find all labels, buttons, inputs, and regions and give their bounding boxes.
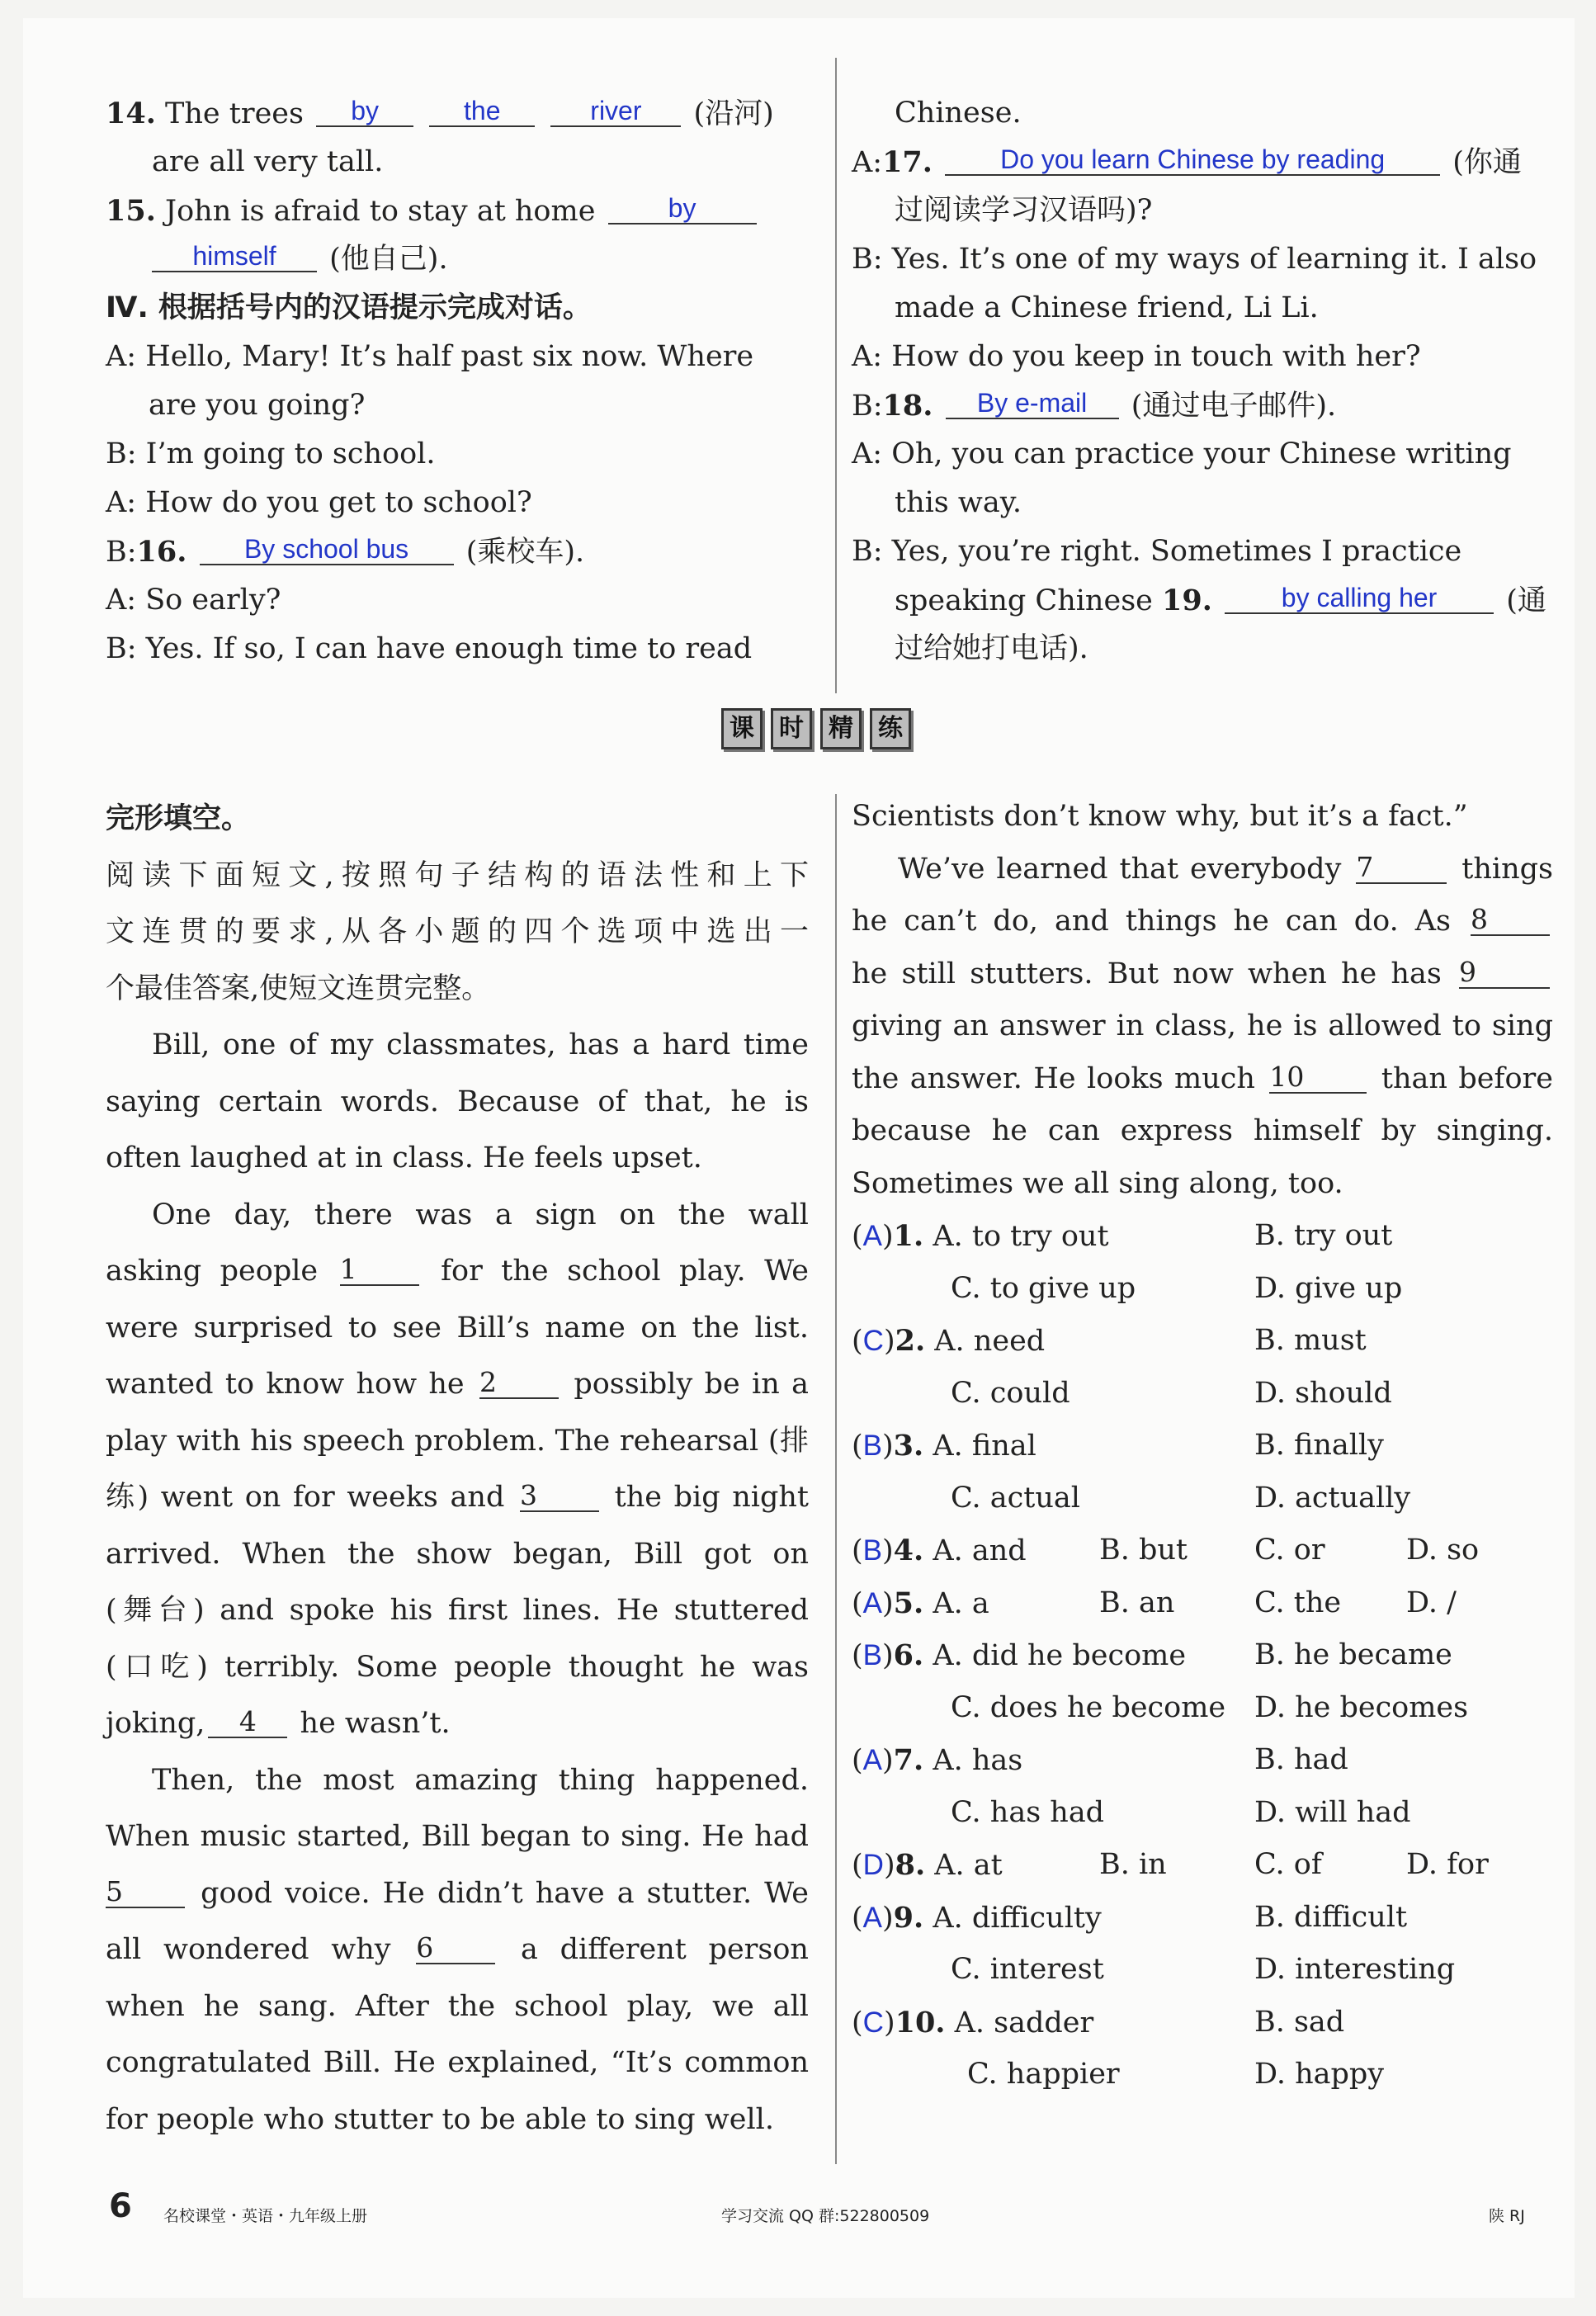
choices-list	[852, 1210, 1553, 2101]
passage-line: he can’t do, and things he can do. As 8	[852, 896, 1553, 948]
answer-mark: A	[862, 1744, 883, 1776]
answer-mark: C	[862, 2006, 884, 2039]
dialogue-line: A: How do you get to school?	[106, 486, 532, 519]
option-b: B. difficult	[1254, 1900, 1408, 1934]
option-a: A. need	[934, 1325, 1046, 1358]
passage-line: 练) went on for weeks and 3 the big night	[106, 1479, 809, 1514]
blank-8: 8	[1471, 905, 1550, 936]
passage-line: We’ve learned that everybody 7 things	[898, 850, 1553, 886]
edition-label: 陕 RJ	[1489, 2207, 1525, 2225]
option-d: D. actually	[1254, 1481, 1411, 1515]
answer-14c: river	[550, 96, 681, 127]
option-c: C. of	[1254, 1848, 1322, 1881]
option-d: D. he becomes	[1254, 1690, 1469, 1724]
option-a: A. a	[933, 1586, 989, 1620]
dialogue-line: B: Yes. If so, I can have enough time to read	[106, 632, 753, 665]
answer-18: By e-mail	[946, 388, 1119, 419]
passage-right-column	[852, 791, 1553, 1210]
passage-line: (舞台) and spoke his first lines. He stuttered	[106, 1594, 809, 1627]
option-c: C. or	[1254, 1534, 1325, 1567]
blank-6: 6	[416, 1933, 495, 1964]
dialogue-line: A: Oh, you can practice your Chinese writing	[852, 437, 1512, 470]
dialogue-line: A: So early?	[106, 584, 281, 617]
section-banner	[721, 708, 911, 749]
option-b: B. try out	[1254, 1219, 1393, 1252]
blank-9: 9	[1459, 957, 1550, 989]
option-d: D. should	[1254, 1376, 1392, 1410]
passage-line: when he sang. After the school play, we all	[106, 1989, 809, 2023]
passage-line: Scientists don’t know why, but it’s a fact.”	[852, 800, 1468, 833]
passage-line: congratulated Bill. He explained, “It’s common	[106, 2046, 809, 2079]
dialogue-line: made a Chinese friend, Li Li.	[895, 291, 1319, 324]
option-a: A. has	[933, 1744, 1023, 1777]
choice-q1: (A)1. A. to try out B. try out	[852, 1210, 1553, 1263]
column-divider-bottom	[835, 794, 837, 2164]
option-d: D. interesting	[1254, 1953, 1456, 1986]
blank-10: 10	[1269, 1062, 1367, 1094]
option-a: A. final	[933, 1430, 1036, 1463]
option-b: B. but	[1099, 1534, 1188, 1567]
option-a: A. at	[934, 1849, 1003, 1882]
blank-2: 2	[479, 1368, 559, 1399]
banner-char: 时	[771, 708, 812, 749]
dialogue-line: are you going?	[149, 389, 366, 422]
blank-7: 7	[1356, 853, 1447, 884]
question-14-cont: are all very tall.	[152, 145, 384, 178]
question-14: 14. The trees by the river (沿河)	[106, 96, 774, 130]
option-b: B. sad	[1254, 2005, 1345, 2039]
option-b: B. he became	[1254, 1638, 1452, 1671]
answer-15a: by	[608, 193, 757, 225]
page-number: 6	[109, 2187, 132, 2225]
blank-3: 3	[520, 1481, 599, 1512]
banner-char: 精	[820, 708, 862, 749]
answer-mark: B	[862, 1534, 883, 1567]
passage-line: for people who stutter to be able to sing well.	[106, 2102, 774, 2136]
question-19: speaking Chinese 19. by calling her (通	[895, 583, 1546, 617]
dialogue-line: B: I’m going to school.	[106, 437, 436, 470]
answer-15b: himself	[152, 241, 317, 272]
choice-q2-cd	[852, 1368, 1553, 1420]
passage-line: often laughed at in class. He feels upset.	[106, 1141, 702, 1175]
option-d: D. will had	[1254, 1795, 1411, 1829]
passage-line: arrived. When the show began, Bill got on	[106, 1537, 809, 1571]
dialogue-line: 过给她打电话).	[895, 632, 1088, 665]
passage-line: giving an answer in class, he is allowed to sing	[852, 1009, 1553, 1042]
question-15-cont: himself (他自己).	[106, 235, 809, 284]
option-d: D. give up	[1254, 1271, 1403, 1305]
answer-mark: A	[862, 1220, 883, 1252]
passage-line: all wondered why 6 a different person	[106, 1931, 809, 1966]
blank-5: 5	[106, 1877, 185, 1908]
choice-q9: (A)9. A. difficulty B. difficult	[852, 1892, 1553, 1945]
blank-4: 4	[208, 1707, 287, 1738]
passage-line: asking people 1 for the school play. We	[106, 1253, 809, 1288]
passage-line: because he can express himself by singing.	[852, 1114, 1553, 1147]
dialogue-line: A: Hello, Mary! It’s half past six now. Where	[106, 340, 754, 373]
choice-q7: (A)7. A. has B. had	[852, 1734, 1553, 1787]
blank-1: 1	[340, 1255, 419, 1286]
choice-q3: (B)3. A. final B. finally	[852, 1420, 1553, 1472]
passage-line: the answer. He looks much 10 than before	[852, 1060, 1553, 1095]
passage-line: (口吃) terribly. Some people thought he was	[106, 1650, 809, 1684]
choice-q4: (B)4. A. and B. but C. or D. so	[852, 1524, 1553, 1577]
answer-mark: D	[862, 1849, 884, 1881]
answer-mark: A	[862, 1586, 883, 1619]
option-a: A. to try out	[933, 1220, 1109, 1253]
dialogue-line: B: Yes, you’re right. Sometimes I practice	[852, 535, 1462, 568]
passage-line: 5 good voice. He didn’t have a stutter. We	[106, 1874, 809, 1910]
answer-17: Do you learn Chinese by reading	[945, 144, 1440, 176]
banner-char: 课	[721, 708, 763, 749]
passage-line: saying certain words. Because of that, he is	[106, 1085, 809, 1118]
qq-group: 学习交流 QQ 群:522800509	[721, 2207, 930, 2225]
option-c: C. does he become	[951, 1690, 1226, 1724]
section-iv-title: Ⅳ. 根据括号内的汉语提示完成对话。	[106, 291, 592, 324]
option-c: C. the	[1254, 1586, 1342, 1619]
choice-q1-cd	[852, 1263, 1553, 1316]
choice-q7-cd	[852, 1787, 1553, 1840]
option-a: A. difficulty	[933, 1901, 1102, 1935]
choice-q10-cd	[852, 2049, 1553, 2101]
passage-line: Then, the most amazing thing happened.	[152, 1763, 809, 1797]
option-d: D. so	[1406, 1534, 1480, 1567]
workbook-page	[23, 18, 1575, 2298]
passage-line: Bill, one of my classmates, has a hard time	[152, 1028, 809, 1061]
option-c: C. to give up	[951, 1271, 1136, 1305]
dialogue-line: Chinese.	[895, 97, 1022, 130]
option-b: B. finally	[1254, 1429, 1384, 1462]
dialogue-line: this way.	[895, 486, 1022, 519]
passage-line: Sometimes we all sing along, too.	[852, 1166, 1343, 1200]
option-b: B. an	[1099, 1586, 1175, 1619]
option-a: A. did he become	[933, 1639, 1187, 1672]
banner-char: 练	[870, 708, 911, 749]
answer-mark: B	[862, 1639, 883, 1671]
top-right-column	[852, 89, 1553, 674]
choice-q6: (B)6. A. did he become B. he became	[852, 1629, 1553, 1682]
passage-line: joking, 4 he wasn’t.	[106, 1705, 451, 1740]
choice-q10: (C)10. A. sadder B. sad	[852, 1997, 1553, 2049]
instruction-line: 文连贯的要求,从各小题的四个选项中选出一	[106, 915, 809, 948]
option-c: C. actual	[951, 1481, 1080, 1515]
choice-q6-cd	[852, 1682, 1553, 1735]
passage-left-column	[106, 791, 809, 2148]
answer-14a: by	[316, 96, 413, 127]
top-left-column	[106, 89, 809, 674]
cloze-title: 完形填空。	[106, 802, 251, 835]
option-b: B. must	[1254, 1324, 1367, 1357]
column-divider-top	[835, 58, 837, 693]
answer-mark: A	[862, 1901, 883, 1934]
answer-14b: the	[429, 96, 535, 127]
choice-q5: (A)5. A. a B. an C. the D. /	[852, 1577, 1553, 1630]
option-d: D. /	[1406, 1586, 1457, 1619]
question-16: B:16. By school bus (乘校车).	[106, 534, 585, 569]
passage-line: One day, there was a sign on the wall	[152, 1198, 809, 1231]
option-b: B. had	[1254, 1743, 1348, 1776]
instruction-line: 个最佳答案,使短文连贯完整。	[106, 971, 491, 1005]
dialogue-line: B: Yes. It’s one of my ways of learning it. I also	[852, 243, 1537, 276]
answer-mark: C	[862, 1325, 884, 1357]
option-b: B. in	[1099, 1848, 1167, 1881]
option-c: C. could	[951, 1376, 1070, 1410]
book-title: 名校课堂・英语・九年级上册	[163, 2207, 368, 2225]
passage-line: he still stutters. But now when he has 9	[852, 948, 1553, 1001]
option-c: C. happier	[967, 2058, 1120, 2091]
option-c: C. has had	[951, 1795, 1105, 1829]
answer-16: By school bus	[200, 534, 454, 565]
question-18: B:18. By e-mail (通过电子邮件).	[852, 388, 1337, 423]
dialogue-line: A: How do you keep in touch with her?	[852, 340, 1421, 373]
choice-q2: (C)2. A. need B. must	[852, 1315, 1553, 1368]
option-a: A. and	[933, 1534, 1027, 1567]
answer-mark: B	[862, 1430, 883, 1462]
choice-q8: (D)8. A. at B. in C. of D. for	[852, 1839, 1553, 1892]
option-a: A. sadder	[954, 2006, 1094, 2039]
choice-q3-cd	[852, 1472, 1553, 1525]
question-15: 15. John is afraid to stay at home by	[106, 187, 809, 235]
question-17: A:17. Do you learn Chinese by reading (你通	[852, 144, 1522, 179]
passage-line: wanted to know how he 2 possibly be in a	[106, 1366, 809, 1401]
instruction-line: 阅读下面短文,按照句子结构的语法性和上下	[106, 858, 809, 892]
option-c: C. interest	[951, 1953, 1104, 1986]
dialogue-line: 过阅读学习汉语吗)?	[895, 194, 1153, 227]
choice-q9-cd	[852, 1944, 1553, 1997]
passage-line: When music started, Bill began to sing. He had	[106, 1820, 809, 1853]
option-d: D. for	[1406, 1848, 1489, 1881]
option-d: D. happy	[1254, 2058, 1385, 2091]
passage-line: play with his speech problem. The rehearsal (排	[106, 1424, 809, 1458]
answer-19: by calling her	[1225, 583, 1494, 614]
passage-line: were surprised to see Bill’s name on the list.	[106, 1311, 809, 1345]
